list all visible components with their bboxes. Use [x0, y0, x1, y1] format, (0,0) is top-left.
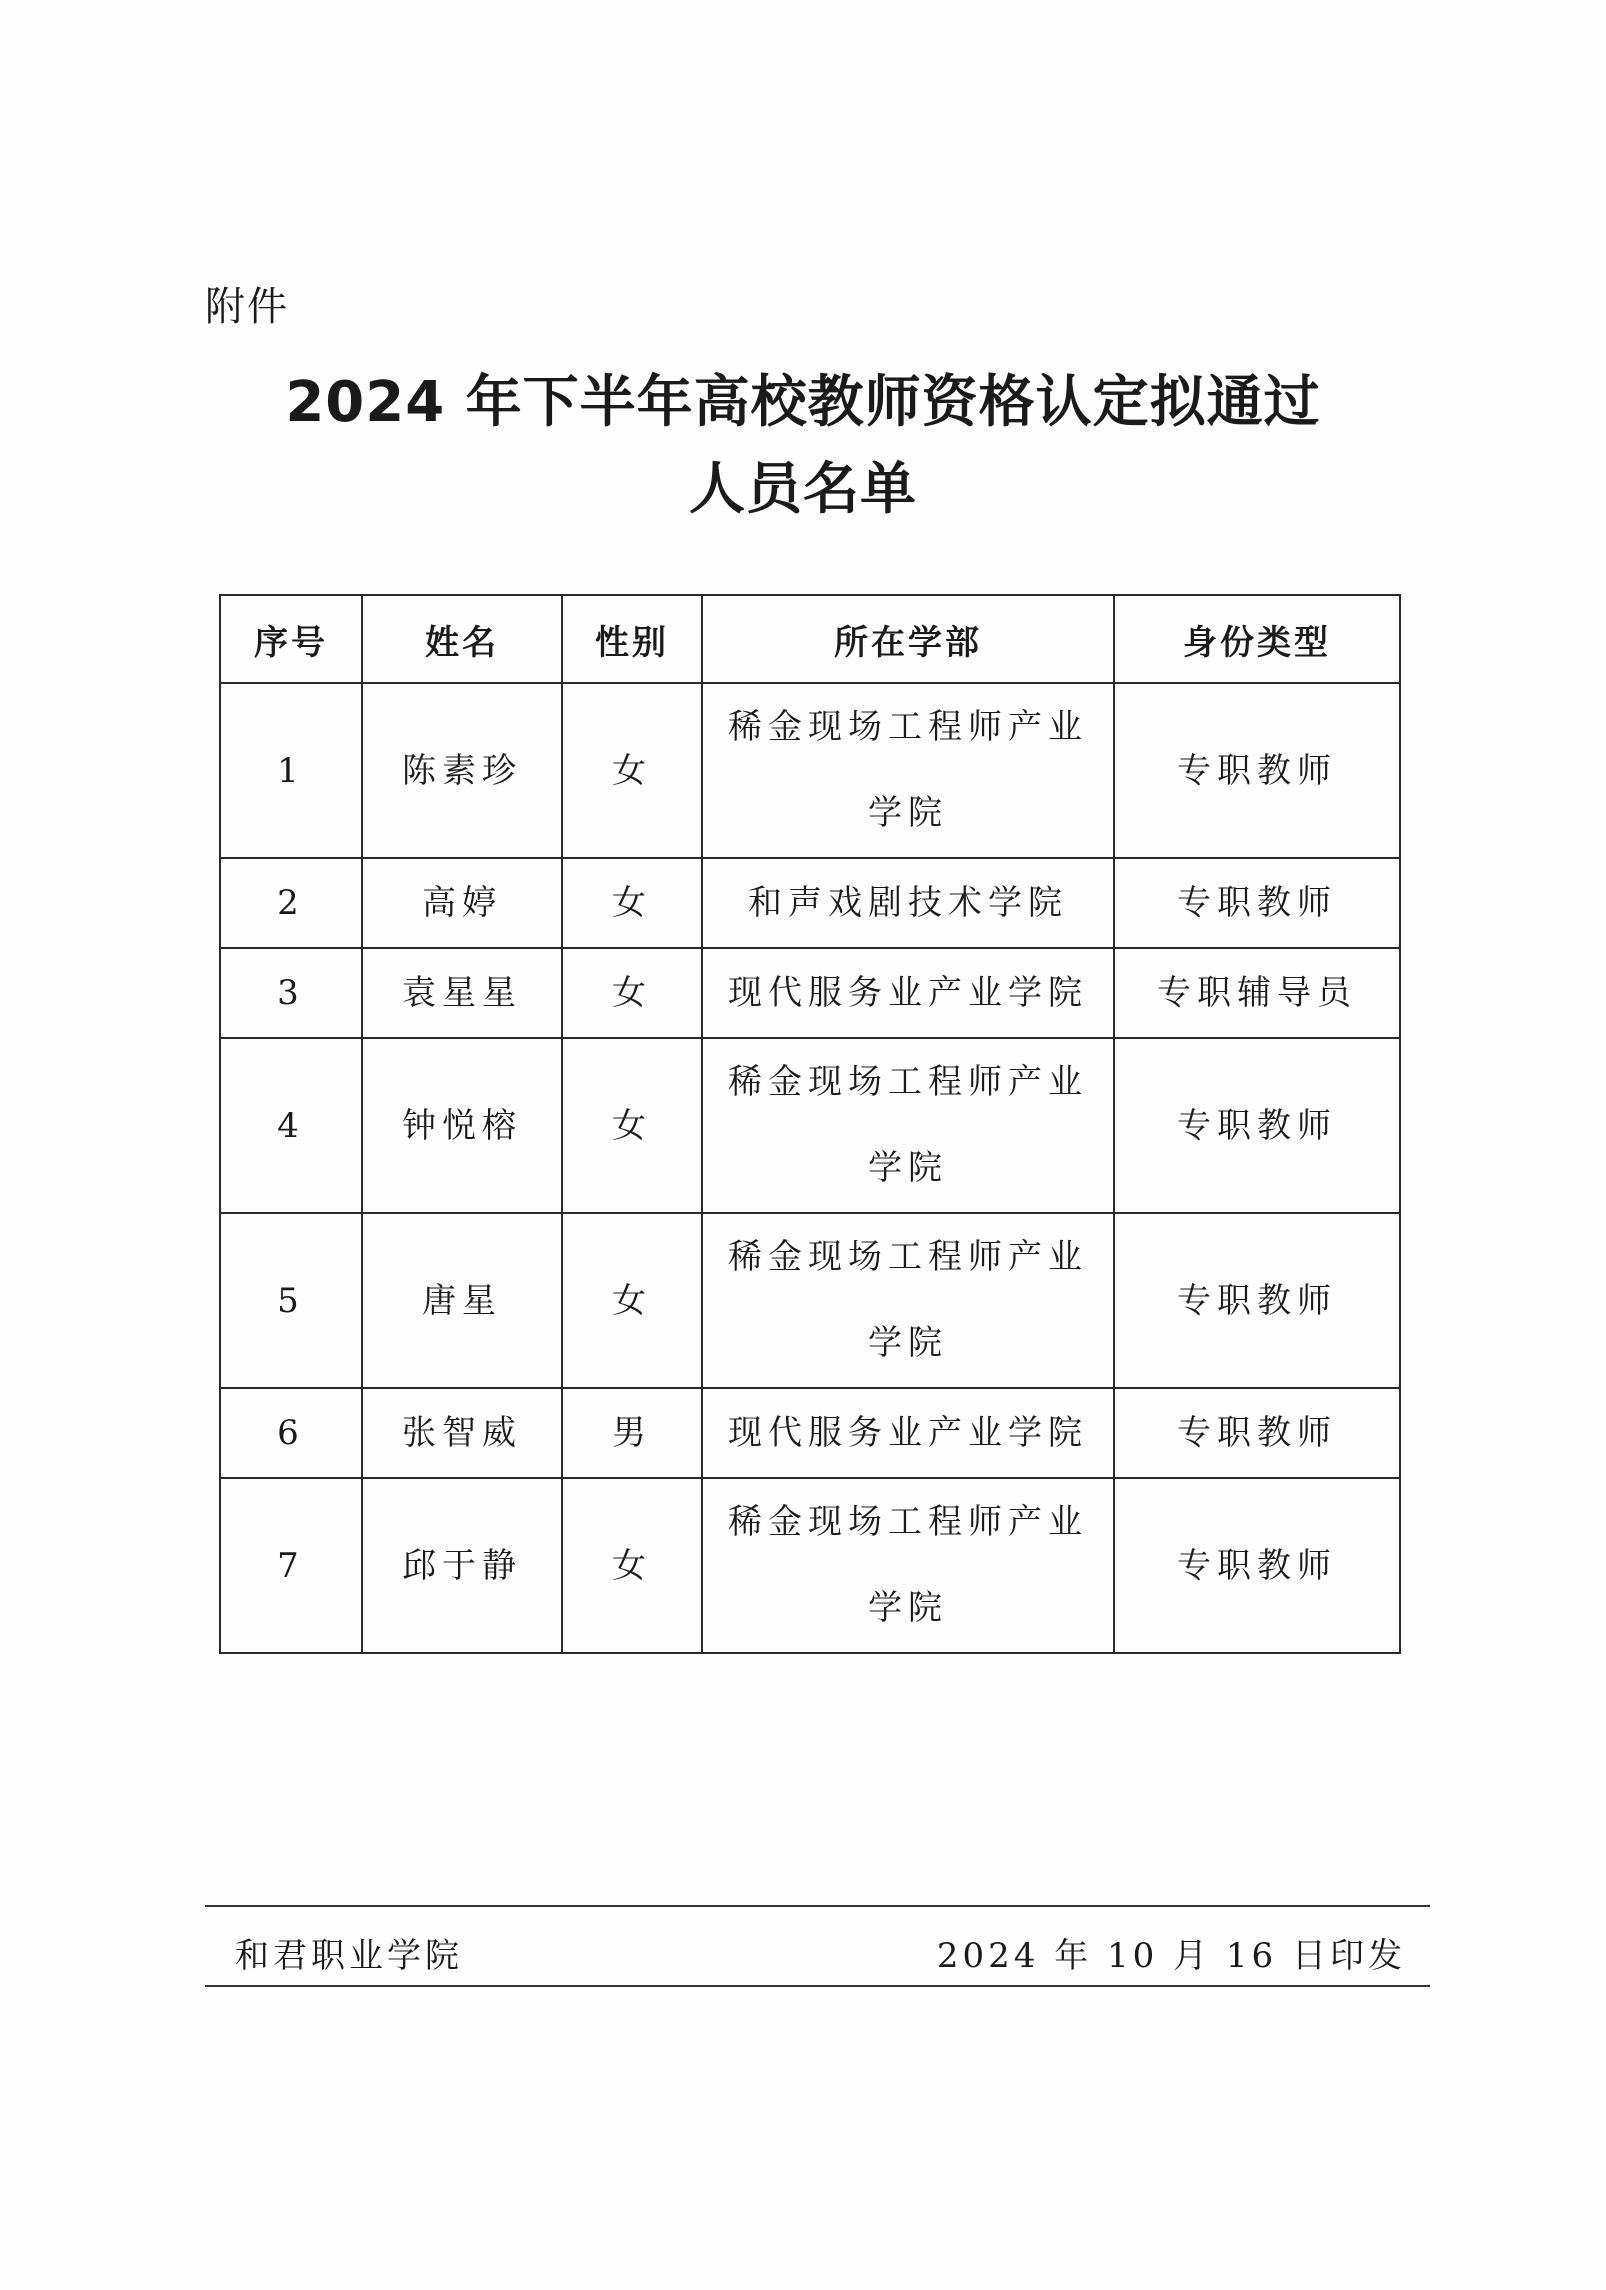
- cell-type: 专职教师: [1114, 1388, 1400, 1478]
- department-text: 现代服务业产业学院: [728, 973, 1088, 1013]
- footer-divider-bottom: [205, 1985, 1430, 1987]
- cell-no: 3: [220, 948, 362, 1038]
- cell-no: 4: [220, 1038, 362, 1213]
- issue-date: 2024 年 10 月 16 日印发: [936, 1936, 1406, 1976]
- table-row: [220, 948, 1400, 1038]
- department-text: 稀金现场工程师产业学院: [728, 1237, 1088, 1363]
- cell-no: 6: [220, 1388, 362, 1478]
- header-type: 身份类型: [1114, 595, 1400, 683]
- page-title-line-2: 人员名单: [689, 457, 917, 522]
- cell-department: [702, 1213, 1114, 1388]
- cell-name: 高婷: [362, 858, 562, 948]
- cell-name: 钟悦榕: [362, 1038, 562, 1213]
- department-text: 和声戏剧技术学院: [748, 883, 1068, 923]
- header-name: 姓名: [362, 595, 562, 683]
- cell-gender: 女: [562, 1038, 702, 1213]
- page-title-line-1: 2024 年下半年高校教师资格认定拟通过: [285, 370, 1321, 435]
- department-text: 稀金现场工程师产业学院: [728, 1062, 1088, 1188]
- cell-type: 专职教师: [1114, 1478, 1400, 1653]
- table-row: [220, 1388, 1400, 1478]
- cell-name: 陈素珍: [362, 683, 562, 858]
- cell-no: 2: [220, 858, 362, 948]
- table-row: [220, 1478, 1400, 1653]
- table-row: [220, 858, 1400, 948]
- footer-divider-top: [205, 1905, 1430, 1907]
- header-gender: 性别: [562, 595, 702, 683]
- cell-gender: 女: [562, 1213, 702, 1388]
- header-no: 序号: [220, 595, 362, 683]
- cell-name: 唐星: [362, 1213, 562, 1388]
- header-department: 所在学部: [702, 595, 1114, 683]
- cell-gender: 女: [562, 948, 702, 1038]
- cell-department: [702, 1388, 1114, 1478]
- cell-department: [702, 1478, 1114, 1653]
- department-text: 稀金现场工程师产业学院: [728, 707, 1088, 833]
- cell-name: 张智威: [362, 1388, 562, 1478]
- table-row: [220, 683, 1400, 858]
- cell-department: [702, 1038, 1114, 1213]
- table-header-row: [220, 595, 1400, 683]
- table-row: [220, 1038, 1400, 1213]
- cell-type: 专职教师: [1114, 858, 1400, 948]
- cell-gender: 男: [562, 1388, 702, 1478]
- attachment-label: 附件: [205, 284, 289, 330]
- cell-type: 专职教师: [1114, 1038, 1400, 1213]
- cell-gender: 女: [562, 1478, 702, 1653]
- cell-gender: 女: [562, 683, 702, 858]
- table-row: [220, 1213, 1400, 1388]
- cell-department: [702, 683, 1114, 858]
- personnel-table: [219, 594, 1401, 1654]
- cell-name: 袁星星: [362, 948, 562, 1038]
- cell-no: 7: [220, 1478, 362, 1653]
- cell-type: 专职教师: [1114, 683, 1400, 858]
- cell-gender: 女: [562, 858, 702, 948]
- department-text: 现代服务业产业学院: [728, 1413, 1088, 1453]
- cell-no: 1: [220, 683, 362, 858]
- cell-department: [702, 948, 1114, 1038]
- cell-department: [702, 858, 1114, 948]
- cell-no: 5: [220, 1213, 362, 1388]
- cell-name: 邱于静: [362, 1478, 562, 1653]
- issuer-name: 和君职业学院: [235, 1936, 463, 1976]
- cell-type: 专职教师: [1114, 1213, 1400, 1388]
- department-text: 稀金现场工程师产业学院: [728, 1502, 1088, 1628]
- cell-type: 专职辅导员: [1114, 948, 1400, 1038]
